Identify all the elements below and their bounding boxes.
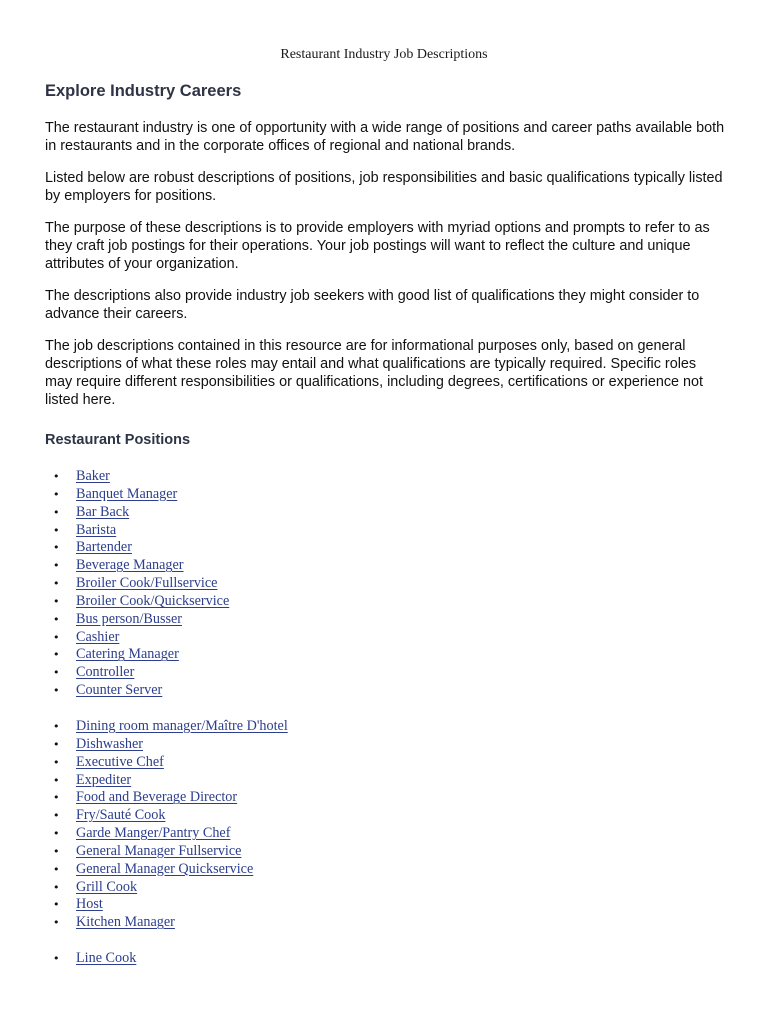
bullet-icon: • <box>53 844 60 858</box>
bullet-icon: • <box>53 648 60 662</box>
bullet-icon: • <box>53 684 60 698</box>
bullet-icon: • <box>53 505 60 519</box>
position-list-item <box>45 682 725 700</box>
bullet-icon: • <box>53 612 60 626</box>
bullet-icon: • <box>53 577 60 591</box>
bullet-icon: • <box>53 559 60 573</box>
positions-list-2 <box>45 718 725 932</box>
intro-paragraphs <box>45 120 725 424</box>
bullet-icon: • <box>53 487 60 501</box>
position-link[interactable]: Cashier <box>76 628 120 645</box>
position-link[interactable]: Garde Manger/Pantry Chef <box>76 825 231 842</box>
bullet-icon: • <box>53 791 60 805</box>
position-list-item <box>45 950 725 968</box>
position-link[interactable]: Bar Back <box>76 503 130 520</box>
position-link[interactable]: Kitchen Manager <box>76 914 175 931</box>
position-list-item <box>45 861 725 879</box>
bullet-icon: • <box>53 737 60 751</box>
position-link[interactable]: Fry/Sauté Cook <box>76 807 166 824</box>
position-list-item <box>45 629 725 647</box>
position-link[interactable]: Beverage Manager <box>76 557 184 574</box>
position-list-item <box>45 879 725 897</box>
bullet-icon: • <box>53 827 60 841</box>
position-list-item <box>45 807 725 825</box>
position-list-item <box>45 736 725 754</box>
position-list-item <box>45 825 725 843</box>
bullet-icon: • <box>53 898 60 912</box>
position-link[interactable]: Baker <box>76 468 110 484</box>
position-link[interactable]: Barista <box>76 521 117 538</box>
position-link[interactable]: Bus person/Busser <box>76 610 183 627</box>
positions-heading: Restaurant Positions <box>45 432 191 448</box>
bullet-icon: • <box>53 809 60 823</box>
position-list-item <box>45 468 725 486</box>
position-link[interactable]: Broiler Cook/Quickservice <box>76 592 230 609</box>
bullet-icon: • <box>53 630 60 644</box>
position-link[interactable]: Line Cook <box>76 950 137 966</box>
bullet-icon: • <box>53 773 60 787</box>
position-link[interactable]: Executive Chef <box>76 753 164 770</box>
intro-paragraph: The restaurant industry is one of opportunity with a wide range of positions and career paths available both in restaurants and in the corporate offices of regional and national brands. <box>45 120 725 154</box>
position-link[interactable]: Bartender <box>76 539 132 556</box>
position-list-item <box>45 575 725 593</box>
intro-paragraph: The job descriptions contained in this resource are for informational purposes only, based on general descriptions of what these roles may entail and what qualifications are typically required. Specific roles may require different responsibilities or qualifications, including degrees, certifications or experience not listed here. <box>45 338 704 408</box>
position-link[interactable]: Food and Beverage Director <box>76 789 238 806</box>
bullet-icon: • <box>53 916 60 930</box>
position-link[interactable]: Grill Cook <box>76 878 138 895</box>
positions-list-1 <box>45 468 725 700</box>
position-list-item <box>45 914 725 932</box>
position-link[interactable]: Expediter <box>76 771 132 788</box>
bullet-icon: • <box>53 862 60 876</box>
position-list-item <box>45 772 725 790</box>
position-link[interactable]: Host <box>76 896 103 913</box>
position-list-item <box>45 754 725 772</box>
position-list-item <box>45 611 725 629</box>
position-list-item <box>45 664 725 682</box>
document-title: Restaurant Industry Job Descriptions <box>280 47 488 62</box>
position-link[interactable]: General Manager Quickservice <box>76 860 254 877</box>
bullet-icon: • <box>53 523 60 537</box>
bullet-icon: • <box>53 755 60 769</box>
bullet-icon: • <box>53 541 60 555</box>
position-list-item <box>45 522 725 540</box>
intro-paragraph: The purpose of these descriptions is to provide employers with myriad options and prompts to refer to as they craft job postings for their operations. Your job postings will want to reflect the culture and unique attributes of your organization. <box>45 220 710 272</box>
bullet-icon: • <box>53 720 60 733</box>
position-list-item <box>45 557 725 575</box>
bullet-icon: • <box>53 952 60 965</box>
intro-paragraph: The descriptions also provide industry job seekers with good list of qualifications they might consider to advance their careers. <box>45 288 700 322</box>
position-list-item <box>45 504 725 522</box>
position-link[interactable]: General Manager Fullservice <box>76 842 242 859</box>
position-list-item <box>45 789 725 807</box>
bullet-icon: • <box>53 666 60 680</box>
position-link[interactable]: Broiler Cook/Fullservice <box>76 575 218 592</box>
position-list-item <box>45 486 725 504</box>
position-list-item <box>45 843 725 861</box>
intro-paragraph: Listed below are robust descriptions of positions, job responsibilities and basic qualifications typically listed by employers for positions. <box>45 170 723 204</box>
position-link[interactable]: Counter Server <box>76 682 163 699</box>
bullet-icon: • <box>53 880 60 894</box>
position-list-item <box>45 646 725 664</box>
position-list-item <box>45 593 725 611</box>
bullet-icon: • <box>53 470 60 483</box>
position-link[interactable]: Dishwasher <box>76 735 143 752</box>
bullet-icon: • <box>53 594 60 608</box>
position-list-item <box>45 896 725 914</box>
position-list-item <box>45 718 725 736</box>
positions-list-3 <box>45 950 725 968</box>
careers-heading: Explore Industry Careers <box>45 82 242 100</box>
position-link[interactable]: Banquet Manager <box>76 485 178 502</box>
position-link[interactable]: Catering Manager <box>76 646 179 663</box>
position-link[interactable]: Controller <box>76 664 135 681</box>
position-list-item <box>45 539 725 557</box>
position-link[interactable]: Dining room manager/Maître D'hotel <box>76 718 288 734</box>
